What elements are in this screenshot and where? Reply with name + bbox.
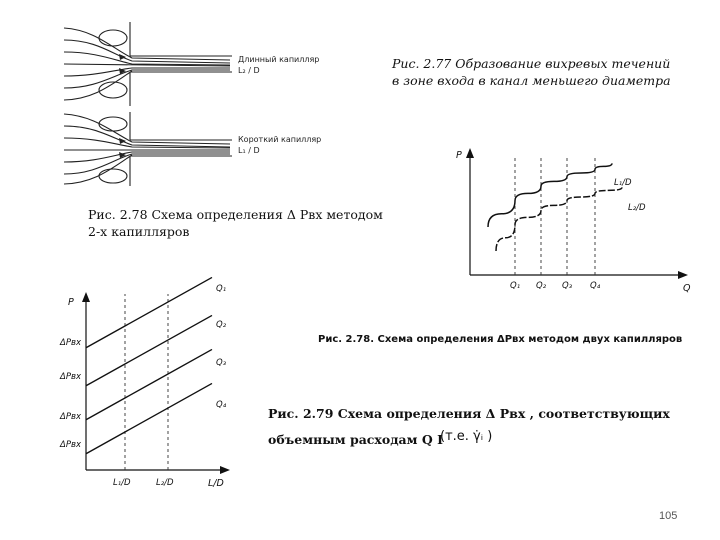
fig279-tick-l2d: L₂/D xyxy=(156,478,174,488)
fig279-line-label-q4: Q₄ xyxy=(216,400,227,410)
series-line-q4 xyxy=(86,383,212,453)
fig277-caption-line1: Рис. 2.77 Образование вихревых течений xyxy=(392,56,671,71)
fig278-x-axis-label: Q xyxy=(683,283,691,294)
label-long-capillary: Длинный капилляр xyxy=(238,55,320,64)
fig278-chart-caption: Рис. 2.78. Схема определения ΔPвх методом двух капилляров xyxy=(318,334,683,345)
fig278-curve-label-l1: L₁/D xyxy=(614,178,632,188)
series-line-q2 xyxy=(86,315,212,385)
fig279-y-tick-dp1: ΔPвх xyxy=(60,338,81,348)
fig278-caption-line1: Рис. 2.78 Схема определения Δ Pвх методом xyxy=(88,207,383,222)
series-line-q1 xyxy=(86,277,212,347)
fig278-tick-q2: Q₂ xyxy=(536,281,547,291)
fig279-y-tick-dp4: ΔPвх xyxy=(60,440,81,450)
fig279-y-tick-dp3: ΔPвх xyxy=(60,412,81,422)
label-short-capillary: Короткий капилляр xyxy=(238,135,322,144)
fig279-caption-line2a: объемным расходам Q I xyxy=(268,432,443,447)
fig279-tick-l1d: L₁/D xyxy=(113,478,131,488)
fig278-tick-q4: Q₄ xyxy=(590,281,601,291)
fig279-line-label-q2: Q₂ xyxy=(216,320,227,330)
series-line-q3 xyxy=(86,349,212,419)
fig279-caption-line2b: (т.е. γ̇ᵢ ) xyxy=(440,429,493,444)
x-axis-arrow-icon xyxy=(220,466,230,474)
fig279-x-axis-label: L/D xyxy=(208,478,224,489)
fig279-y-axis-label: P xyxy=(68,297,74,308)
fig278-curve-label-l2: L₂/D xyxy=(628,203,646,213)
label-long-capillary-ratio: L₂ / D xyxy=(238,66,260,75)
label-short-capillary-ratio: L₁ / D xyxy=(238,146,260,155)
fig278-tick-q1: Q₁ xyxy=(510,281,521,291)
fig278-tick-q3: Q₃ xyxy=(562,281,573,291)
fig279-line-label-q3: Q₃ xyxy=(216,358,227,368)
fig279-caption-line1: Рис. 2.79 Схема определения Δ Pвх , соответствующих xyxy=(268,406,670,421)
fig278-y-axis-label: P xyxy=(456,150,462,161)
y-axis-arrow-icon xyxy=(82,292,90,302)
fig277-caption-line2: в зоне входа в канал меньшего диаметра xyxy=(392,73,671,88)
fig278-caption-line2: 2-х капилляров xyxy=(88,224,190,239)
fig279-y-tick-dp2: ΔPвх xyxy=(60,372,81,382)
fig279-line-label-q1: Q₁ xyxy=(216,284,227,294)
page-number: 105 xyxy=(659,510,678,522)
